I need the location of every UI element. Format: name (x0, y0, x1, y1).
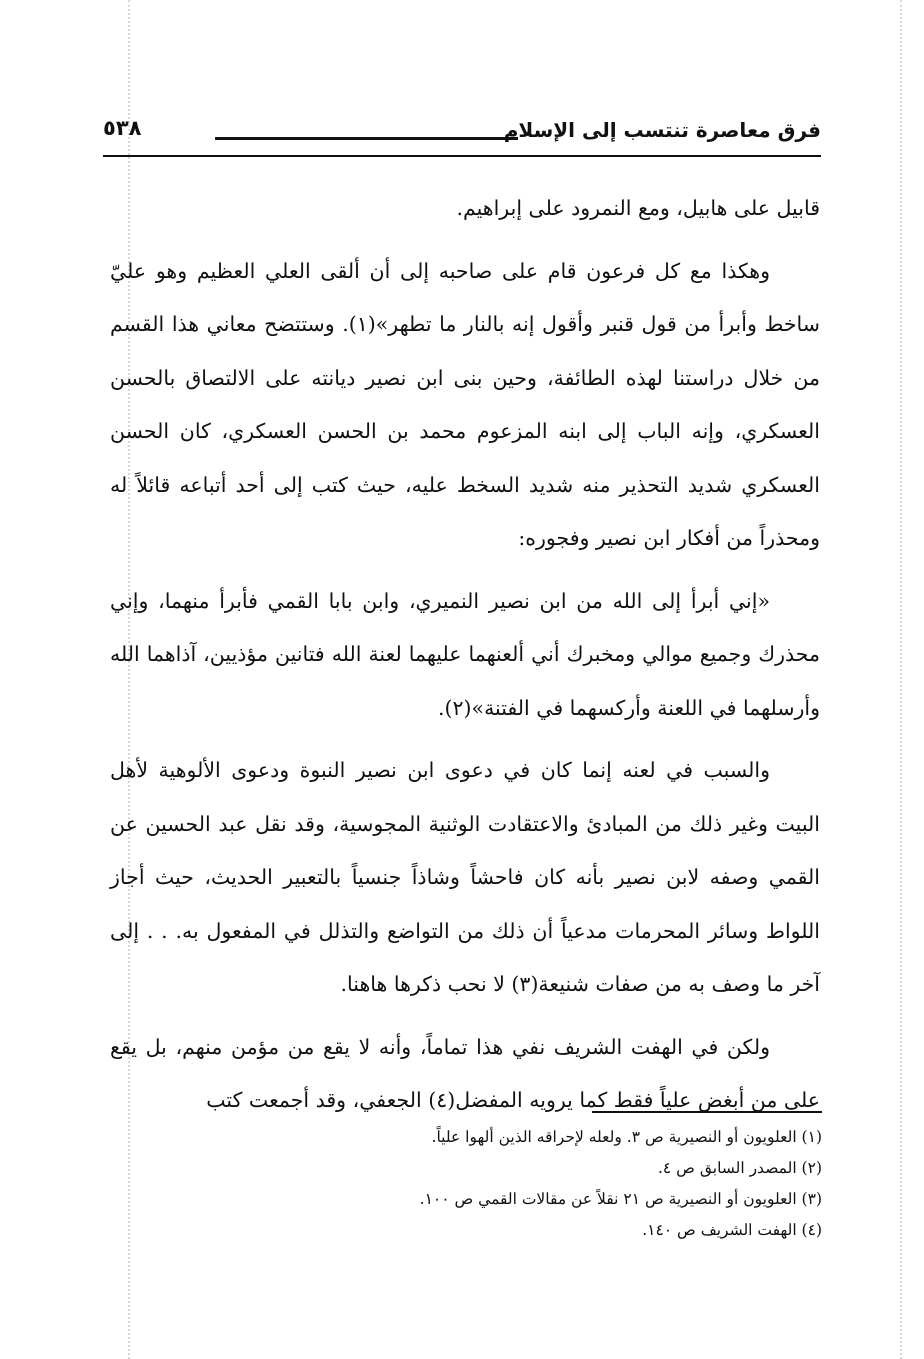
body-text (110, 182, 820, 1128)
running-header (103, 112, 821, 156)
footnote-3: (٣) العلويون أو النصيرية ص ٢١ نقلاً عن مقالات القمي ص ١٠٠. (419, 1190, 822, 1208)
paragraph-1: قابيل على هابيل، ومع النمرود على إبراهيم. (456, 196, 820, 220)
footnote-1: (١) العلويون أو النصيرية ص ٣. ولعله لإحراقه الذين ألهوا علياً. (431, 1128, 822, 1146)
page-number: ٥٣٨ (103, 116, 142, 140)
paragraph-3-quote: «إني أبرأ إلى الله من ابن نصير النميري، وابن بابا القمي فأبرأ منهما، وإني محذرك وجميع موالي ومخبرك أني ألعنهما عليهما لعنة الله فتانين مؤذيين، آذاهما الله وأرسلهما في اللعنة وأركسهما في الفتنة»(٢). (110, 588, 820, 720)
header-dash-rule (215, 137, 518, 140)
paragraph-2: وهكذا مع كل فرعون قام على صاحبه إلى أن ألقى العلي العظيم وهو عليّ ساخط وأبرأ من قول قنبر وأقول إنه بالنار ما تطهر»(١). وستتضح معاني هذا القسم من خلال دراستنا لهذه الطائفة، وحين بنى ابن نصير ديانته على الالتصاق بالحسن العسكري، وإنه الباب إلى ابنه المزعوم محمد بن الحسن العسكري، كان الحسن العسكري شديد التحذير منه شديد السخط عليه، حيث كتب إلى أحد أتباعه قائلاً له ومحذراً من أفكار ابن نصير وفجوره: (110, 258, 820, 550)
footnotes (200, 1122, 822, 1246)
scan-edge-right (900, 0, 904, 1359)
paragraph-4: والسبب في لعنه إنما كان في دعوى ابن نصير النبوة ودعوى الألوهية لأهل البيت وغير ذلك من المبادئ والاعتقادت الوثنية المجوسية، وقد نقل عبد الحسين عن القمي وصفه لابن نصير بأنه كان فاحشاً وشاذاً جنسياً بالتعبير الحديث، حيث أجاز اللواط وسائر المحرمات مدعياً أن ذلك من التواضع والتذلل في المفعول به. . . إلى آخر ما وصف به من صفات شنيعة(٣) لا نحب ذكرها هاهنا. (110, 758, 820, 996)
header-title: فرق معاصرة تنتسب إلى الإسلام (503, 118, 821, 142)
footnote-2: (٢) المصدر السابق ص ٤. (657, 1159, 822, 1177)
footnote-separator (592, 1111, 822, 1113)
paragraph-5: ولكن في الهفت الشريف نفي هذا تماماً، وأنه لا يقع من مؤمن منهم، بل يقع على من أبغض علياً فقط كما يرويه المفضل(٤) الجعفي، وقد أجمعت كتب (110, 1034, 820, 1112)
footnote-4: (٤) الهفت الشريف ص ١٤٠. (642, 1221, 822, 1239)
header-rule (103, 155, 821, 157)
